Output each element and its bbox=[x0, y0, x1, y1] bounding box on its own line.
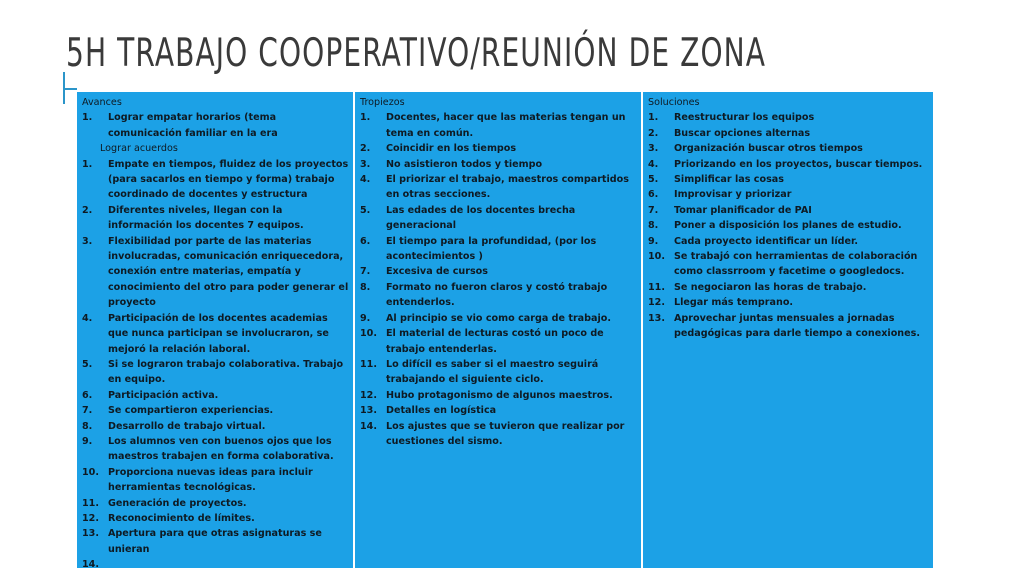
list-item bbox=[648, 295, 929, 310]
item-text: Formato no fueron claros y costó trabajo entenderlos. bbox=[386, 281, 608, 309]
list-item bbox=[648, 141, 929, 156]
item-number: 11. bbox=[82, 497, 99, 509]
item-number: 2. bbox=[360, 143, 371, 155]
item-text: El priorizar el trabajo, maestros compartidos en otras secciones. bbox=[386, 174, 629, 201]
item-number: 3. bbox=[360, 158, 371, 170]
item-number: 5. bbox=[648, 174, 659, 186]
list-item bbox=[82, 465, 349, 496]
soluciones-list bbox=[648, 110, 929, 341]
item-text: Al principio se vio como carga de trabajo. bbox=[386, 312, 612, 324]
item-number: 10. bbox=[360, 328, 377, 340]
column-header-tropiezos: Tropiezos bbox=[360, 97, 405, 108]
item-text: Flexibilidad por parte de las materias involucradas, comunicación enriquecedora, conexión entre materias, empatía y conocimiento del otro para poder generar el proyecto bbox=[108, 235, 349, 309]
item-number: 8. bbox=[648, 220, 659, 232]
item-number: 10. bbox=[648, 251, 665, 263]
item-number: 9. bbox=[360, 312, 371, 324]
summary-table bbox=[76, 91, 934, 569]
item-number: 14. bbox=[360, 420, 377, 432]
item-number: 9. bbox=[648, 235, 659, 247]
item-number: 5. bbox=[360, 204, 371, 216]
item-text: Se compartieron experiencias. bbox=[108, 405, 274, 417]
item-number: 14. bbox=[82, 559, 99, 568]
list-item bbox=[360, 264, 637, 279]
list-item bbox=[648, 157, 929, 172]
avances-list-1 bbox=[82, 110, 349, 141]
item-number: 8. bbox=[82, 420, 93, 432]
item-text: El material de lecturas costó un poco de trabajo entenderlas. bbox=[386, 328, 604, 355]
item-number: 2. bbox=[648, 127, 659, 139]
item-text: Poner a disposición los planes de estudio. bbox=[674, 220, 902, 232]
item-text: Participación activa. bbox=[108, 389, 219, 401]
item-number: 4. bbox=[82, 312, 93, 324]
item-text: Generación de proyectos. bbox=[108, 497, 247, 509]
list-item bbox=[648, 172, 929, 187]
item-number: 5. bbox=[82, 358, 93, 370]
item-text: El tiempo para la profundidad, (por los acontecimientos ) bbox=[386, 235, 597, 263]
item-number: 13. bbox=[82, 528, 99, 540]
item-number: 13. bbox=[648, 312, 665, 324]
item-text: Cada proyecto identificar un líder. bbox=[674, 235, 859, 247]
item-text: Excesiva de cursos bbox=[386, 266, 488, 278]
list-item bbox=[648, 126, 929, 141]
item-text: Desarrollo de trabajo virtual. bbox=[108, 420, 266, 432]
list-item bbox=[648, 218, 929, 233]
list-item bbox=[82, 496, 349, 511]
item-text: Se trabajó con herramientas de colaboración como classrroom y facetime o googledocs. bbox=[674, 251, 918, 278]
item-number: 1. bbox=[648, 112, 659, 124]
item-number: 11. bbox=[648, 281, 665, 293]
item-text: Tomar planificador de PAI bbox=[674, 204, 812, 216]
list-item bbox=[82, 203, 349, 234]
item-text: Apertura para que otras asignaturas se unieran bbox=[108, 528, 322, 555]
column-tropiezos bbox=[355, 92, 641, 568]
item-number: 2. bbox=[82, 204, 93, 216]
accent-bar-horizontal bbox=[63, 88, 77, 90]
item-text: Los alumnos ven con buenos ojos que los maestros trabajen en forma colaborativa. bbox=[108, 435, 334, 463]
list-item bbox=[82, 110, 349, 141]
item-number: 6. bbox=[360, 235, 371, 247]
list-item bbox=[648, 234, 929, 249]
item-text: Los ajustes que se tuvieron que realizar por cuestiones del sismo. bbox=[386, 420, 625, 447]
item-number: 8. bbox=[360, 281, 371, 293]
list-item bbox=[648, 203, 929, 218]
item-number: 4. bbox=[360, 174, 371, 186]
item-text: Simplificar las cosas bbox=[674, 174, 784, 186]
list-item bbox=[648, 110, 929, 125]
item-text: Coincidir en los tiempos bbox=[386, 143, 517, 155]
list-item bbox=[360, 388, 637, 403]
list-item bbox=[360, 110, 637, 141]
avances-list-2 bbox=[82, 157, 349, 568]
item-text: Buscar opciones alternas bbox=[674, 127, 811, 139]
list-item bbox=[360, 419, 637, 450]
list-item bbox=[82, 311, 349, 357]
item-number: 1. bbox=[82, 158, 93, 170]
item-text: Reconocimiento de límites. bbox=[108, 512, 255, 524]
item-number: 1. bbox=[82, 112, 93, 124]
item-number: 7. bbox=[648, 204, 659, 216]
item-number: 9. bbox=[82, 435, 93, 447]
item-number: 12. bbox=[648, 297, 665, 309]
list-item bbox=[648, 187, 929, 202]
item-text: Empate en tiempos, fluidez de los proyectos (para sacarlos en tiempo y forma) trabajo coordinado de docentes y estructura bbox=[108, 158, 349, 201]
list-item bbox=[360, 403, 637, 418]
item-text: Si se lograron trabajo colaborativa. Trabajo en equipo. bbox=[108, 358, 344, 386]
list-item bbox=[82, 234, 349, 311]
list-item bbox=[648, 280, 929, 295]
list-item bbox=[360, 141, 637, 156]
slide-title: 5H TRABAJO COOPERATIVO/REUNIÓN DE ZONA bbox=[66, 31, 767, 76]
column-header-soluciones: Soluciones bbox=[648, 97, 700, 108]
item-number: 3. bbox=[648, 143, 659, 155]
item-number: 4. bbox=[648, 158, 659, 170]
item-text: Se negociaron las horas de trabajo. bbox=[674, 281, 867, 293]
item-text: Aprovechar juntas mensuales a jornadas pedagógicas para darle tiempo a conexiones. bbox=[674, 312, 920, 340]
list-item bbox=[82, 511, 349, 526]
list-item bbox=[82, 403, 349, 418]
item-text: Improvisar y priorizar bbox=[674, 189, 792, 201]
item-text: Las edades de los docentes brecha generacional bbox=[386, 204, 576, 232]
column-avances bbox=[77, 92, 353, 568]
list-item bbox=[360, 311, 637, 326]
list-item bbox=[360, 157, 637, 172]
item-text: Docentes, hacer que las materias tengan un tema en común. bbox=[386, 112, 626, 139]
item-text: No asistieron todos y tiempo bbox=[386, 158, 543, 170]
list-item bbox=[82, 526, 349, 557]
item-number: 13. bbox=[360, 405, 377, 417]
item-number: 6. bbox=[648, 189, 659, 201]
column-header-avances: Avances bbox=[82, 97, 122, 108]
item-text: Llegar más temprano. bbox=[674, 297, 794, 309]
item-text: Proporciona nuevas ideas para incluir herramientas tecnológicas. bbox=[108, 466, 313, 494]
item-text: Lo difícil es saber si el maestro seguirá trabajando el siguiente ciclo. bbox=[386, 358, 599, 386]
item-number: 6. bbox=[82, 389, 93, 401]
subheader-lograr-acuerdos: Lograr acuerdos bbox=[100, 143, 178, 155]
list-item bbox=[360, 203, 637, 234]
item-text: Reestructurar los equipos bbox=[674, 112, 815, 124]
item-text: Detalles en logística bbox=[386, 405, 497, 417]
list-item bbox=[648, 249, 929, 280]
list-item bbox=[360, 326, 637, 357]
item-number: 3. bbox=[82, 235, 93, 247]
list-item bbox=[360, 280, 637, 311]
list-item bbox=[82, 388, 349, 403]
item-text: Diferentes niveles, llegan con la información los docentes 7 equipos. bbox=[108, 204, 304, 232]
item-number: 7. bbox=[360, 266, 371, 278]
item-number: 10. bbox=[82, 466, 99, 478]
list-item bbox=[360, 234, 637, 265]
list-item bbox=[82, 157, 349, 203]
list-item bbox=[82, 419, 349, 434]
list-item bbox=[82, 357, 349, 388]
item-text: Participación de los docentes academias que nunca participan se involucraron, se mejoró la relación laboral. bbox=[108, 312, 329, 355]
item-number: 11. bbox=[360, 358, 377, 370]
list-item bbox=[360, 172, 637, 203]
tropiezos-list bbox=[360, 110, 637, 449]
list-item bbox=[82, 434, 349, 465]
list-item bbox=[648, 311, 929, 342]
item-text: Priorizando en los proyectos, buscar tiempos. bbox=[674, 158, 923, 170]
item-number: 12. bbox=[82, 512, 99, 524]
item-text: Organización buscar otros tiempos bbox=[674, 143, 863, 155]
item-number: 7. bbox=[82, 405, 93, 417]
item-number: 1. bbox=[360, 112, 371, 124]
item-text: Hubo protagonismo de algunos maestros. bbox=[386, 389, 613, 401]
list-item bbox=[360, 357, 637, 388]
item-number: 12. bbox=[360, 389, 377, 401]
item-text: Lograr empatar horarios (tema comunicación familiar en la era bbox=[108, 112, 278, 139]
column-soluciones bbox=[643, 92, 933, 568]
